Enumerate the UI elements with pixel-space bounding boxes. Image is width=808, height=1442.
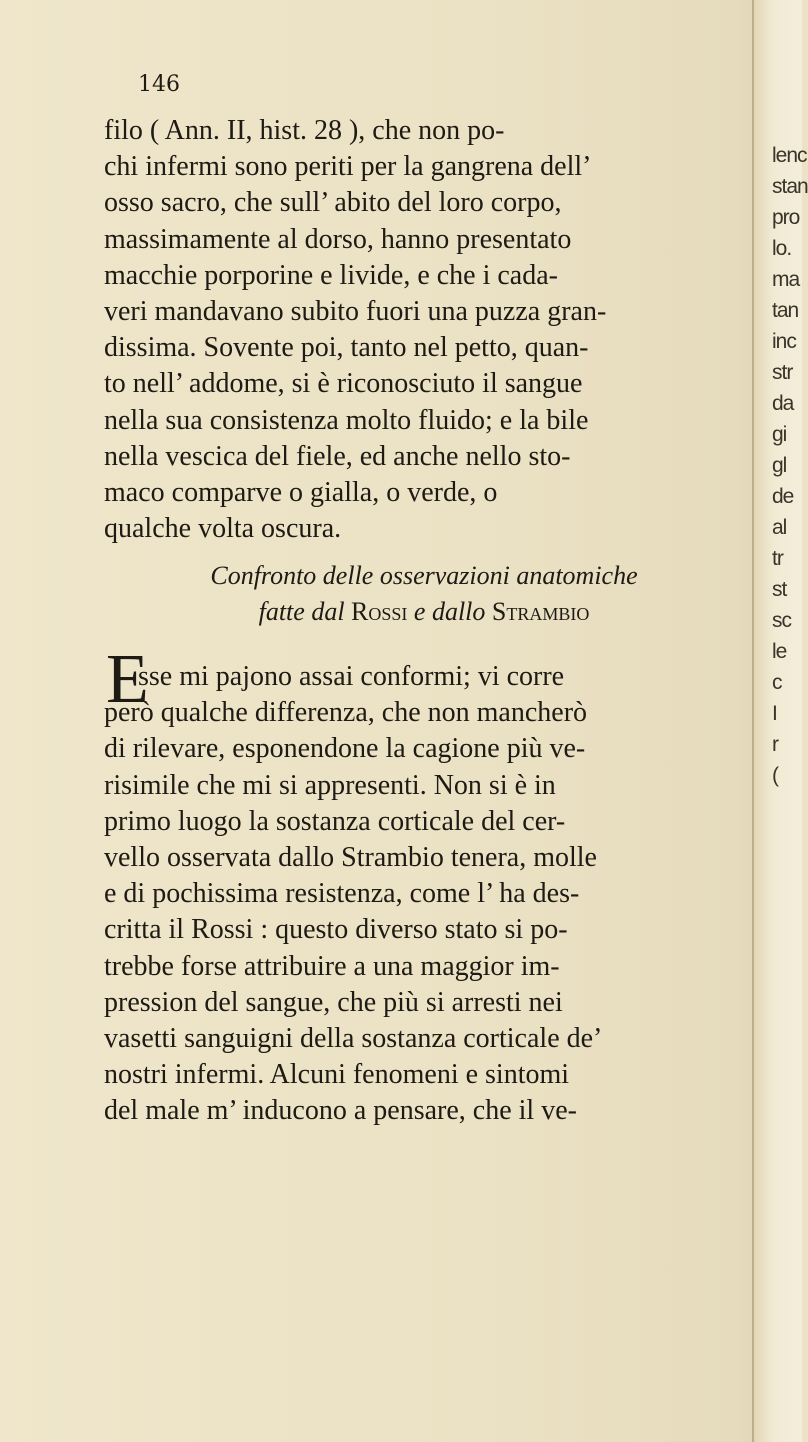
author-name-rossi: Rossi — [351, 597, 408, 626]
text-line: dissima. Sovente poi, tanto nel petto, quan- — [104, 332, 589, 364]
text-line: massimamente al dorso, hanno presentato — [104, 223, 572, 255]
fragment: gl — [772, 454, 787, 477]
text-line: risimile che mi si appresenti. Non si è in — [104, 769, 556, 801]
text-line: qualche volta oscura. — [104, 513, 342, 545]
text-line: trebbe forse attribuire a una maggior im- — [104, 950, 560, 982]
fragment: gi — [772, 423, 787, 446]
text-line: osso sacro, che sull’ abito del loro corpo, — [104, 187, 562, 219]
paragraph-body — [104, 659, 744, 1130]
fragment: al — [772, 516, 787, 539]
author-name-strambio: Strambio — [491, 597, 590, 626]
fragment: le — [772, 640, 787, 663]
fragment: r — [772, 733, 778, 756]
fragment: c — [772, 671, 782, 694]
drop-cap: E — [106, 641, 149, 718]
fragment: str — [772, 361, 793, 384]
fragment: I — [772, 702, 777, 725]
text-line: vello osservata dallo Strambio tenera, molle — [104, 842, 597, 874]
section-heading — [104, 558, 744, 594]
text-line: sse mi pajono assai conformi; vi corre — [138, 661, 565, 692]
fragment: da — [772, 392, 794, 415]
heading-text: fatte dal — [258, 597, 345, 626]
fragment: inc — [772, 330, 796, 353]
facing-page-fragments — [772, 140, 808, 791]
text-line: primo luogo la sostanza corticale del cer- — [104, 805, 566, 837]
fragment: ( — [772, 764, 778, 787]
text-line: maco comparve o gialla, o verde, o — [104, 477, 498, 509]
text-line: pression del sangue, che più si arresti nei — [104, 986, 563, 1018]
text-line: veri mandavano subito fuori una puzza gran- — [104, 296, 607, 328]
text-line: però qualche differenza, che non mancherò — [104, 697, 588, 729]
text-line: filo ( Ann. II, hist. 28 ), che non po- — [104, 115, 505, 146]
fragment: stan — [772, 175, 808, 198]
fragment: tr — [772, 547, 783, 570]
text-line: macchie porporine e livide, e che i cada- — [104, 259, 558, 291]
text-line: chi infermi sono periti per la gangrena dell’ — [104, 151, 592, 183]
fragment: sc — [772, 609, 791, 632]
text-line: del male m’ inducono a pensare, che il ve- — [104, 1095, 577, 1127]
paragraph-continuation — [104, 113, 744, 547]
fragment: lenc — [772, 144, 807, 167]
text-line: nella sua consistenza molto fluido; e la bile — [104, 404, 589, 436]
fragment: pro — [772, 206, 800, 229]
heading-line-1: Confronto delle osservazioni anatomiche — [210, 561, 638, 590]
page-number: 146 — [138, 72, 180, 97]
fragment: st — [772, 578, 787, 601]
text-line: to nell’ addome, si è riconosciuto il sangue — [104, 368, 583, 400]
text-line: e di pochissima resistenza, come l’ ha des- — [104, 878, 580, 910]
fragment: lo. — [772, 237, 792, 260]
text-line: vasetti sanguigni della sostanza corticale de’ — [104, 1023, 603, 1055]
fragment: tan — [772, 299, 799, 322]
text-line: nella vescica del fiele, ed anche nello sto- — [104, 440, 571, 472]
heading-text: e dallo — [413, 597, 486, 626]
text-line: nostri infermi. Alcuni fenomeni e sintomi — [104, 1059, 570, 1091]
fragment: de — [772, 485, 794, 508]
text-line: critta il Rossi : questo diverso stato si po- — [104, 914, 568, 946]
fragment: ma — [772, 268, 800, 291]
section-heading-line-2 — [104, 594, 744, 630]
text-line: di rilevare, esponendone la cagione più ve- — [104, 733, 586, 765]
